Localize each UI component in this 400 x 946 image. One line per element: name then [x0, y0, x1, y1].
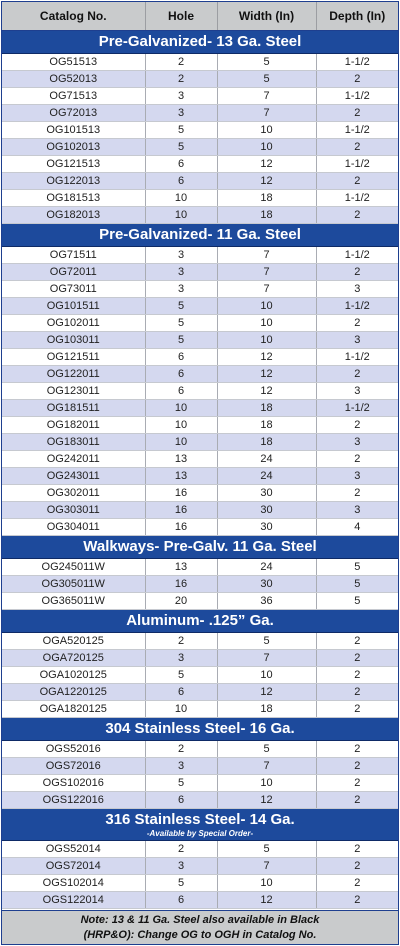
width-cell: 5	[217, 841, 316, 858]
hole-cell: 6	[145, 892, 217, 909]
table-row	[2, 502, 398, 519]
depth-cell: 3	[316, 383, 398, 400]
width-cell: 12	[217, 383, 316, 400]
hole-cell: 2	[145, 841, 217, 858]
width-cell: 10	[217, 875, 316, 892]
catalog-number-cell: OGS72014	[2, 858, 145, 875]
hole-cell: 3	[145, 758, 217, 775]
depth-cell: 2	[316, 485, 398, 502]
table-row	[2, 841, 398, 858]
hole-cell: 16	[145, 485, 217, 502]
column-header-catalog: Catalog No.	[2, 2, 145, 31]
depth-cell: 2	[316, 892, 398, 909]
width-cell: 5	[217, 71, 316, 88]
depth-cell: 2	[316, 105, 398, 122]
table-row	[2, 366, 398, 383]
hole-cell: 5	[145, 667, 217, 684]
width-cell: 18	[217, 434, 316, 451]
table-row	[2, 741, 398, 758]
width-cell: 10	[217, 315, 316, 332]
section-title: Pre-Galvanized- 13 Ga. Steel	[98, 33, 302, 50]
table-row	[2, 593, 398, 610]
hole-cell: 2	[145, 71, 217, 88]
section-title-cell	[2, 31, 398, 54]
table-row	[2, 485, 398, 502]
footnote	[2, 910, 398, 944]
section-title-cell	[2, 809, 398, 841]
section-header	[2, 610, 398, 633]
section-subtitle: -Available by Special Order-	[146, 829, 254, 838]
table-row	[2, 792, 398, 809]
catalog-number-cell: OG304011	[2, 519, 145, 536]
depth-cell: 2	[316, 775, 398, 792]
depth-cell: 2	[316, 417, 398, 434]
depth-cell: 2	[316, 71, 398, 88]
depth-cell: 2	[316, 741, 398, 758]
catalog-number-cell: OG71513	[2, 88, 145, 105]
section-title: Walkways- Pre-Galv. 11 Ga. Steel	[83, 538, 317, 555]
catalog-number-cell: OG72013	[2, 105, 145, 122]
width-cell: 24	[217, 559, 316, 576]
hole-cell: 3	[145, 105, 217, 122]
hole-cell: 5	[145, 298, 217, 315]
depth-cell: 2	[316, 701, 398, 718]
catalog-table	[1, 1, 399, 945]
section-title-cell	[2, 536, 398, 559]
width-cell: 30	[217, 502, 316, 519]
hole-cell: 3	[145, 650, 217, 667]
catalog-number-cell: OG103011	[2, 332, 145, 349]
catalog-number-cell: OGS72016	[2, 758, 145, 775]
table-row	[2, 451, 398, 468]
catalog-number-cell: OG101511	[2, 298, 145, 315]
hole-cell: 6	[145, 366, 217, 383]
section-header	[2, 31, 398, 54]
catalog-number-cell: OG181511	[2, 400, 145, 417]
table-row	[2, 667, 398, 684]
catalog-number-cell: OG122013	[2, 173, 145, 190]
section-title: Pre-Galvanized- 11 Ga. Steel	[99, 226, 301, 243]
table-row	[2, 264, 398, 281]
width-cell: 18	[217, 190, 316, 207]
catalog-number-cell: OG52013	[2, 71, 145, 88]
width-cell: 30	[217, 485, 316, 502]
depth-cell: 3	[316, 332, 398, 349]
table-row	[2, 633, 398, 650]
catalog-number-cell: OGA1820125	[2, 701, 145, 718]
catalog-number-cell: OG182013	[2, 207, 145, 224]
hole-cell: 5	[145, 139, 217, 156]
catalog-number-cell: OG102011	[2, 315, 145, 332]
hole-cell: 13	[145, 451, 217, 468]
section-title: 316 Stainless Steel- 14 Ga.	[105, 811, 295, 828]
section-title: Aluminum- .125” Ga.	[126, 612, 274, 629]
hole-cell: 3	[145, 88, 217, 105]
depth-cell: 2	[316, 758, 398, 775]
section-title-cell	[2, 718, 398, 741]
hole-cell: 2	[145, 633, 217, 650]
catalog-number-cell: OGS102014	[2, 875, 145, 892]
hole-cell: 2	[145, 54, 217, 71]
depth-cell: 1-1/2	[316, 190, 398, 207]
width-cell: 18	[217, 701, 316, 718]
hole-cell: 16	[145, 576, 217, 593]
depth-cell: 2	[316, 875, 398, 892]
table-row	[2, 858, 398, 875]
depth-cell: 2	[316, 173, 398, 190]
hole-cell: 5	[145, 315, 217, 332]
section-title-cell	[2, 610, 398, 633]
depth-cell: 2	[316, 366, 398, 383]
table-row	[2, 247, 398, 264]
width-cell: 5	[217, 741, 316, 758]
catalog-number-cell: OGS122016	[2, 792, 145, 809]
depth-cell: 1-1/2	[316, 298, 398, 315]
catalog-number-cell: OG121511	[2, 349, 145, 366]
hole-cell: 10	[145, 190, 217, 207]
table-row	[2, 468, 398, 485]
hole-cell: 6	[145, 156, 217, 173]
catalog-number-cell: OG183011	[2, 434, 145, 451]
hole-cell: 6	[145, 684, 217, 701]
catalog-number-cell: OG181513	[2, 190, 145, 207]
width-cell: 10	[217, 298, 316, 315]
depth-cell: 1-1/2	[316, 156, 398, 173]
section-header	[2, 718, 398, 741]
width-cell: 12	[217, 684, 316, 701]
table-row	[2, 383, 398, 400]
catalog-number-cell: OGA520125	[2, 633, 145, 650]
width-cell: 12	[217, 173, 316, 190]
width-cell: 10	[217, 667, 316, 684]
catalog-number-cell: OG365011W	[2, 593, 145, 610]
hole-cell: 5	[145, 875, 217, 892]
depth-cell: 2	[316, 633, 398, 650]
hole-cell: 10	[145, 417, 217, 434]
table-row	[2, 54, 398, 71]
depth-cell: 5	[316, 559, 398, 576]
depth-cell: 2	[316, 207, 398, 224]
table-body	[2, 31, 398, 909]
hole-cell: 16	[145, 519, 217, 536]
width-cell: 7	[217, 105, 316, 122]
hole-cell: 10	[145, 207, 217, 224]
hole-cell: 3	[145, 247, 217, 264]
catalog-number-cell: OGS52016	[2, 741, 145, 758]
catalog-number-cell: OGA720125	[2, 650, 145, 667]
table-row	[2, 122, 398, 139]
width-cell: 12	[217, 892, 316, 909]
width-cell: 10	[217, 139, 316, 156]
catalog-number-cell: OG302011	[2, 485, 145, 502]
hole-cell: 2	[145, 741, 217, 758]
depth-cell: 2	[316, 650, 398, 667]
width-cell: 7	[217, 264, 316, 281]
depth-cell: 2	[316, 792, 398, 809]
catalog-number-cell: OG242011	[2, 451, 145, 468]
catalog-number-cell: OG101513	[2, 122, 145, 139]
catalog-number-cell: OGS52014	[2, 841, 145, 858]
table-row	[2, 315, 398, 332]
section-title-cell	[2, 224, 398, 247]
section-header	[2, 536, 398, 559]
width-cell: 7	[217, 247, 316, 264]
depth-cell: 1-1/2	[316, 88, 398, 105]
catalog-number-cell: OG303011	[2, 502, 145, 519]
width-cell: 7	[217, 758, 316, 775]
depth-cell: 2	[316, 667, 398, 684]
table-row	[2, 417, 398, 434]
hole-cell: 20	[145, 593, 217, 610]
width-cell: 12	[217, 792, 316, 809]
width-cell: 7	[217, 650, 316, 667]
depth-cell: 4	[316, 519, 398, 536]
catalog-number-cell: OG243011	[2, 468, 145, 485]
table-row	[2, 875, 398, 892]
depth-cell: 2	[316, 858, 398, 875]
table-row	[2, 332, 398, 349]
hole-cell: 6	[145, 173, 217, 190]
width-cell: 10	[217, 775, 316, 792]
depth-cell: 1-1/2	[316, 400, 398, 417]
catalog-number-cell: OG305011W	[2, 576, 145, 593]
table-row	[2, 190, 398, 207]
depth-cell: 3	[316, 281, 398, 298]
depth-cell: 1-1/2	[316, 247, 398, 264]
catalog-number-cell: OG122011	[2, 366, 145, 383]
hole-cell: 5	[145, 775, 217, 792]
catalog-number-cell: OGS102016	[2, 775, 145, 792]
table-row	[2, 434, 398, 451]
hole-cell: 16	[145, 502, 217, 519]
table-row	[2, 576, 398, 593]
catalog-number-cell: OG102013	[2, 139, 145, 156]
width-cell: 10	[217, 332, 316, 349]
width-cell: 36	[217, 593, 316, 610]
table-row	[2, 519, 398, 536]
column-header-hole: Hole	[145, 2, 217, 31]
depth-cell: 5	[316, 593, 398, 610]
width-cell: 7	[217, 858, 316, 875]
width-cell: 18	[217, 207, 316, 224]
section-header	[2, 224, 398, 247]
table-row	[2, 701, 398, 718]
depth-cell: 3	[316, 434, 398, 451]
table-row	[2, 156, 398, 173]
catalog-number-cell: OGS122014	[2, 892, 145, 909]
table-row	[2, 298, 398, 315]
hole-cell: 10	[145, 434, 217, 451]
table-row	[2, 892, 398, 909]
table-row	[2, 281, 398, 298]
width-cell: 7	[217, 281, 316, 298]
width-cell: 12	[217, 349, 316, 366]
table-row	[2, 173, 398, 190]
width-cell: 30	[217, 576, 316, 593]
catalog-number-cell: OG51513	[2, 54, 145, 71]
catalog-number-cell: OG72011	[2, 264, 145, 281]
hole-cell: 3	[145, 264, 217, 281]
table-row	[2, 559, 398, 576]
hole-cell: 3	[145, 281, 217, 298]
table-row	[2, 71, 398, 88]
depth-cell: 2	[316, 451, 398, 468]
table-row	[2, 105, 398, 122]
catalog-number-cell: OG182011	[2, 417, 145, 434]
depth-cell: 3	[316, 468, 398, 485]
table-row	[2, 400, 398, 417]
width-cell: 5	[217, 633, 316, 650]
hole-cell: 6	[145, 383, 217, 400]
depth-cell: 2	[316, 264, 398, 281]
column-header-row	[2, 2, 398, 31]
depth-cell: 2	[316, 315, 398, 332]
width-cell: 24	[217, 451, 316, 468]
depth-cell: 2	[316, 841, 398, 858]
hole-cell: 6	[145, 792, 217, 809]
catalog-number-cell: OGA1020125	[2, 667, 145, 684]
table-row	[2, 139, 398, 156]
depth-cell: 1-1/2	[316, 349, 398, 366]
table-row	[2, 684, 398, 701]
table-row	[2, 88, 398, 105]
section-header	[2, 809, 398, 841]
table-row	[2, 758, 398, 775]
table-row	[2, 775, 398, 792]
product-table	[2, 2, 398, 909]
hole-cell: 5	[145, 122, 217, 139]
catalog-number-cell: OG123011	[2, 383, 145, 400]
width-cell: 18	[217, 400, 316, 417]
width-cell: 12	[217, 366, 316, 383]
column-header-width: Width (In)	[217, 2, 316, 31]
width-cell: 5	[217, 54, 316, 71]
width-cell: 24	[217, 468, 316, 485]
hole-cell: 13	[145, 559, 217, 576]
hole-cell: 3	[145, 858, 217, 875]
depth-cell: 1-1/2	[316, 54, 398, 71]
footnote-line-2: (HRP&O): Change OG to OGH in Catalog No.	[83, 929, 317, 941]
catalog-number-cell: OG121513	[2, 156, 145, 173]
hole-cell: 10	[145, 701, 217, 718]
hole-cell: 5	[145, 332, 217, 349]
column-header-depth: Depth (In)	[316, 2, 398, 31]
hole-cell: 13	[145, 468, 217, 485]
section-title: 304 Stainless Steel- 16 Ga.	[105, 720, 295, 737]
catalog-number-cell: OG71511	[2, 247, 145, 264]
width-cell: 18	[217, 417, 316, 434]
catalog-number-cell: OG73011	[2, 281, 145, 298]
depth-cell: 2	[316, 684, 398, 701]
hole-cell: 6	[145, 349, 217, 366]
catalog-number-cell: OGA1220125	[2, 684, 145, 701]
depth-cell: 5	[316, 576, 398, 593]
table-row	[2, 207, 398, 224]
width-cell: 10	[217, 122, 316, 139]
width-cell: 30	[217, 519, 316, 536]
width-cell: 7	[217, 88, 316, 105]
catalog-number-cell: OG245011W	[2, 559, 145, 576]
table-row	[2, 650, 398, 667]
depth-cell: 2	[316, 139, 398, 156]
width-cell: 12	[217, 156, 316, 173]
hole-cell: 10	[145, 400, 217, 417]
table-row	[2, 349, 398, 366]
depth-cell: 1-1/2	[316, 122, 398, 139]
depth-cell: 3	[316, 502, 398, 519]
footnote-line-1: Note: 13 & 11 Ga. Steel also available in Black	[80, 914, 320, 926]
